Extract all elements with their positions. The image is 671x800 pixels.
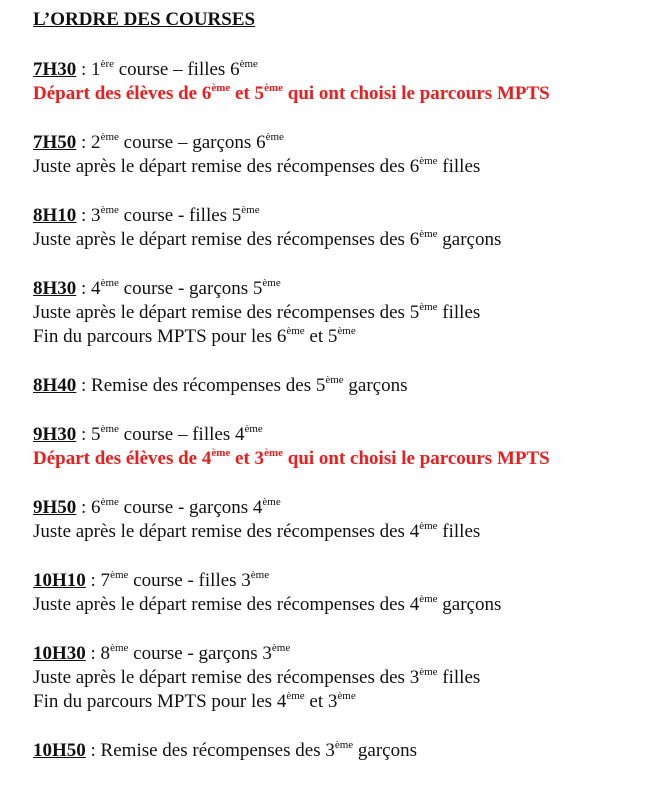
text-segment: course - garçons 5 xyxy=(118,278,263,299)
race-time: 10H10 xyxy=(33,570,86,591)
text-segment: course - filles 3 xyxy=(128,570,251,591)
text-segment: course - garçons 4 xyxy=(118,497,263,518)
text-segment: : 8 xyxy=(85,643,111,664)
race-time: 9H30 xyxy=(33,424,77,445)
ordinal-suffix: ème xyxy=(265,131,284,143)
info-line xyxy=(33,228,671,252)
text-segment: filles xyxy=(437,667,481,688)
ordinal-suffix: ème xyxy=(250,569,270,581)
ordinal-suffix: ème xyxy=(100,277,119,289)
text-segment: Fin du parcours MPTS pour les 4 xyxy=(33,691,287,712)
text-segment: garçons xyxy=(437,229,502,250)
race-time: 7H30 xyxy=(33,59,77,80)
departure-notice xyxy=(33,82,671,106)
text-segment: Juste après le départ remise des récompenses des 6 xyxy=(33,156,420,177)
ordinal-suffix: ème xyxy=(419,301,438,313)
text-segment: et 3 xyxy=(304,691,338,712)
departure-notice xyxy=(33,447,671,471)
race-line xyxy=(33,496,671,520)
race-line xyxy=(33,569,671,593)
text-segment: course – filles 6 xyxy=(114,59,240,80)
text-segment: Juste après le départ remise des récompenses des 6 xyxy=(33,229,420,250)
text-segment: Juste après le départ remise des récompenses des 3 xyxy=(33,667,420,688)
text-segment: : Remise des récompenses des 3 xyxy=(85,740,335,761)
ordinal-suffix: ème xyxy=(325,374,344,386)
race-time: 8H10 xyxy=(33,205,77,226)
text-segment: : 4 xyxy=(76,278,101,299)
text-segment: filles xyxy=(437,156,481,177)
ordinal-suffix: ème xyxy=(110,569,129,581)
ordinal-suffix: ème xyxy=(244,423,263,435)
schedule-block xyxy=(33,423,671,471)
text-segment: course - filles 5 xyxy=(118,205,242,226)
text-segment: filles xyxy=(437,521,481,542)
race-time: 7H50 xyxy=(33,132,77,153)
info-line xyxy=(33,593,671,617)
text-segment: Départ des élèves de 4 xyxy=(33,448,212,469)
schedule-block xyxy=(33,569,671,617)
text-segment: : 5 xyxy=(76,424,101,445)
race-line xyxy=(33,423,671,447)
schedule-block xyxy=(33,739,671,763)
text-segment: Juste après le départ remise des récompenses des 4 xyxy=(33,594,420,615)
text-segment: Juste après le départ remise des récompenses des 4 xyxy=(33,521,420,542)
page-title: L’ORDRE DES COURSES xyxy=(33,9,256,30)
ordinal-suffix: ème xyxy=(337,325,356,337)
race-line xyxy=(33,131,671,155)
schedule-block xyxy=(33,496,671,544)
race-line xyxy=(33,204,671,228)
ordinal-suffix: ère xyxy=(100,58,114,70)
race-time: 8H30 xyxy=(33,278,77,299)
race-schedule xyxy=(33,58,671,763)
ordinal-suffix: ème xyxy=(262,496,281,508)
race-line xyxy=(33,374,671,398)
text-segment: garçons xyxy=(353,740,418,761)
text-segment: et 5 xyxy=(304,326,338,347)
race-line xyxy=(33,58,671,82)
ordinal-suffix: ème xyxy=(211,82,231,94)
text-segment: : 3 xyxy=(76,205,101,226)
text-segment: : 1 xyxy=(76,59,101,80)
schedule-block xyxy=(33,131,671,179)
schedule-block xyxy=(33,58,671,106)
text-segment: garçons xyxy=(343,375,408,396)
text-segment: course - garçons 3 xyxy=(128,643,272,664)
schedule-block xyxy=(33,374,671,398)
text-segment: Fin du parcours MPTS pour les 6 xyxy=(33,326,287,347)
race-line xyxy=(33,739,671,763)
ordinal-suffix: ème xyxy=(100,131,119,143)
race-time: 9H50 xyxy=(33,497,77,518)
ordinal-suffix: ème xyxy=(419,666,438,678)
ordinal-suffix: ème xyxy=(110,642,129,654)
ordinal-suffix: ème xyxy=(264,82,283,94)
info-line xyxy=(33,155,671,179)
ordinal-suffix: ème xyxy=(271,642,291,654)
info-line xyxy=(33,666,671,690)
ordinal-suffix: ème xyxy=(419,593,438,605)
text-segment: et 5 xyxy=(230,83,265,104)
text-segment: et 3 xyxy=(230,448,265,469)
info-line xyxy=(33,520,671,544)
info-line xyxy=(33,301,671,325)
ordinal-suffix: ème xyxy=(100,423,119,435)
text-segment: qui ont choisi le parcours MPTS xyxy=(283,448,550,469)
race-time: 10H50 xyxy=(33,740,86,761)
schedule-block xyxy=(33,204,671,252)
ordinal-suffix: ème xyxy=(264,447,283,459)
schedule-block xyxy=(33,277,671,349)
ordinal-suffix: ème xyxy=(239,58,258,70)
text-segment: qui ont choisi le parcours MPTS xyxy=(283,83,550,104)
ordinal-suffix: ème xyxy=(419,520,438,532)
text-segment: course – filles 4 xyxy=(118,424,245,445)
race-time: 8H40 xyxy=(33,375,77,396)
text-segment: filles xyxy=(437,302,481,323)
schedule-block xyxy=(33,642,671,714)
info-line xyxy=(33,690,671,714)
ordinal-suffix: ème xyxy=(241,204,260,216)
ordinal-suffix: ème xyxy=(419,155,438,167)
ordinal-suffix: ème xyxy=(337,690,356,702)
ordinal-suffix: ème xyxy=(419,228,438,240)
ordinal-suffix: ème xyxy=(211,447,231,459)
text-segment: garçons xyxy=(437,594,502,615)
race-line xyxy=(33,642,671,666)
ordinal-suffix: ème xyxy=(286,325,305,337)
text-segment: Juste après le départ remise des récompenses des 5 xyxy=(33,302,420,323)
text-segment: course – garçons 6 xyxy=(118,132,266,153)
ordinal-suffix: ème xyxy=(334,739,354,751)
ordinal-suffix: ème xyxy=(100,496,119,508)
race-line xyxy=(33,277,671,301)
race-time: 10H30 xyxy=(33,643,86,664)
info-line xyxy=(33,325,671,349)
ordinal-suffix: ème xyxy=(286,690,305,702)
text-segment: : 6 xyxy=(76,497,101,518)
ordinal-suffix: ème xyxy=(100,204,119,216)
text-segment: : 2 xyxy=(76,132,101,153)
text-segment: : 7 xyxy=(85,570,111,591)
ordinal-suffix: ème xyxy=(262,277,281,289)
text-segment: : Remise des récompenses des 5 xyxy=(76,375,326,396)
text-segment: Départ des élèves de 6 xyxy=(33,83,212,104)
